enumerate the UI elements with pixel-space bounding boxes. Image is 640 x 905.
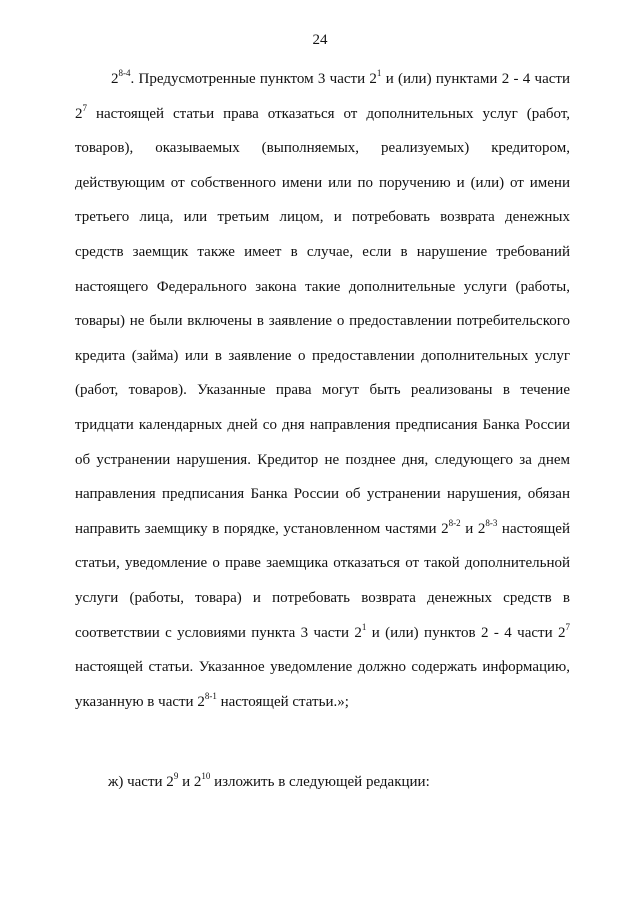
text-run: настоящей статьи.»; bbox=[216, 693, 349, 710]
text-run: 2 bbox=[111, 71, 119, 87]
page-number: 24 bbox=[312, 32, 328, 48]
text-run: изложить в следующей редакции: bbox=[210, 774, 430, 790]
text-run: и (или) пунктами 2 - 4 части 2 bbox=[75, 71, 570, 122]
text-run: и 2 bbox=[178, 774, 202, 790]
superscript: 7 bbox=[82, 102, 87, 113]
superscript: 8-3 bbox=[485, 517, 498, 528]
superscript: 1 bbox=[361, 621, 367, 632]
superscript: 9 bbox=[173, 771, 179, 781]
superscript: 8-1 bbox=[204, 690, 217, 701]
text-run: настоящей статьи. Указанное уведомление должно содержать информацию, указанную в части 2 bbox=[75, 659, 570, 710]
superscript: 10 bbox=[201, 771, 211, 781]
text-run: и (или) пунктов 2 - 4 части 2 bbox=[366, 624, 566, 641]
text-run: ж) части 2 bbox=[108, 774, 174, 790]
text-run: и 2 bbox=[460, 520, 486, 537]
text-run: настоящей статьи, уведомление о праве заемщика отказаться от такой дополнительной услуги (работы, товара) и потребовать возврата денежных средств в соответствии с условиями пункта 3 части 2 bbox=[75, 520, 570, 641]
superscript: 1 bbox=[376, 68, 382, 78]
superscript: 8-2 bbox=[448, 517, 461, 528]
amendment-instruction bbox=[108, 765, 578, 800]
superscript: 7 bbox=[565, 621, 570, 632]
text-run: . Предусмотренные пунктом 3 части 2 bbox=[130, 71, 377, 87]
superscript: 8-4 bbox=[118, 68, 131, 78]
text-run: настоящей статьи права отказаться от дополнительных услуг (работ, товаров), оказываемых (выполняемых, реализуемых) кредитором, действующим от собственного имени или по поручению и (или) от имени третьего лица, или третьим лицом, и потребовать возврата денежных средств заемщик также имеет в случае, если в нарушение требований настоящего Федерального закона такие дополнительные услуги (работы, товары) не были включены в заявление о предоставлении потребительского кредита (займа) или в заявление о предоставлении дополнительных услуг (работ, товаров). Указанные права могут быть реализованы в течение тридцати календарных дней со дня направления предписания Банка России об устранении нарушения. Кредитор не позднее дня, следующего за днем направления предписания Банка России об устранении нарушения, обязан направить заемщику в порядке, установленном частями 2 bbox=[75, 105, 570, 537]
paragraph-2-8-4 bbox=[75, 62, 570, 719]
